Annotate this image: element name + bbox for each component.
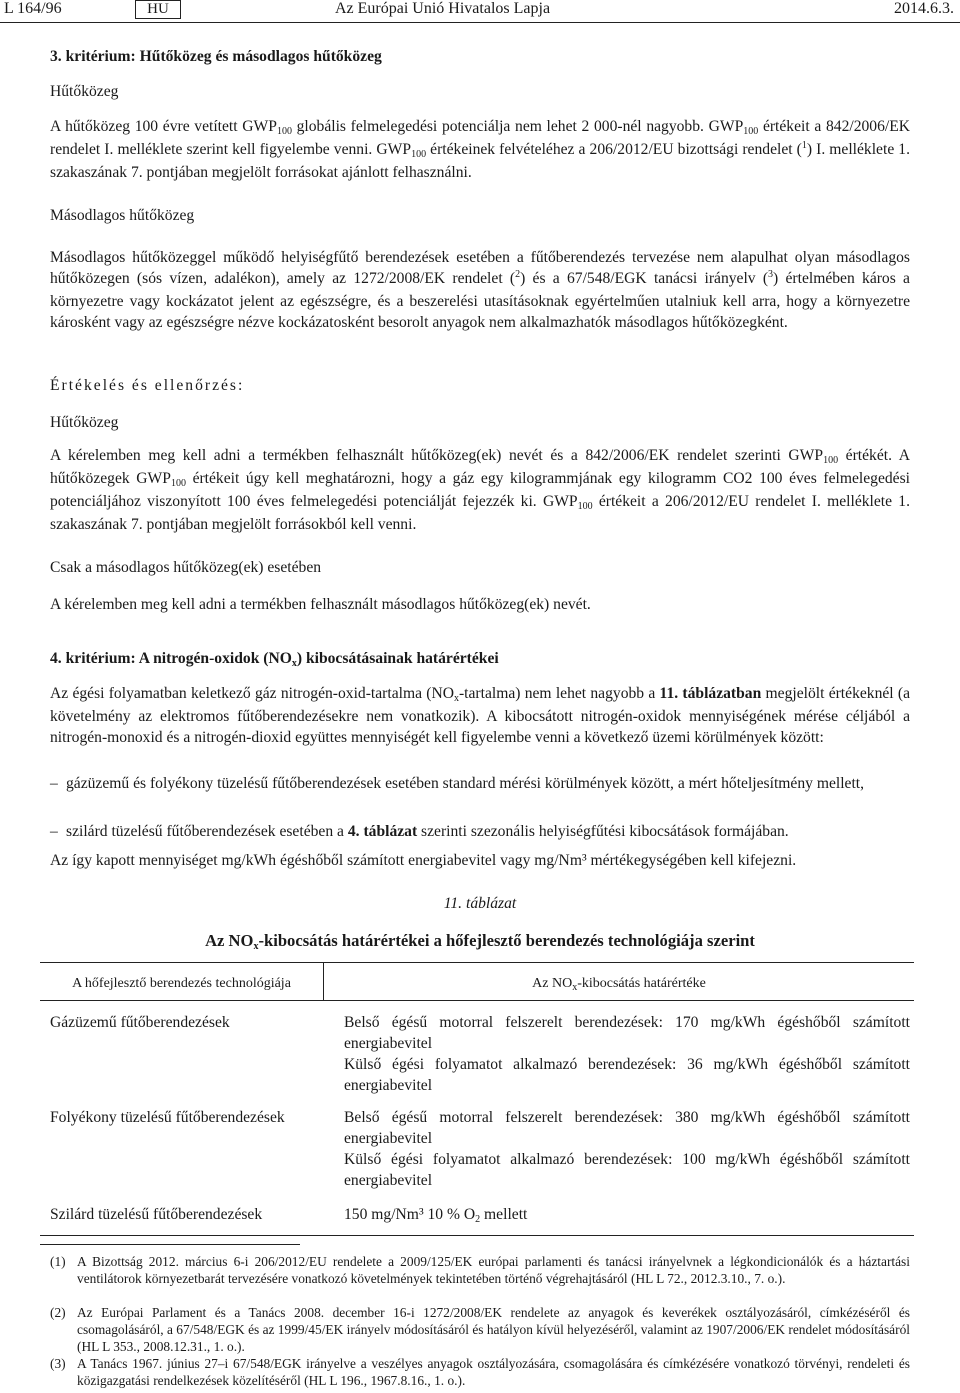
table-cell-tech-liquid: Folyékony tüzelésű fűtőberendezések — [50, 1109, 285, 1126]
table-cell-tech-solid: Szilárd tüzelésű fűtőberendezések — [50, 1206, 263, 1223]
table-bottom-rule — [40, 1235, 914, 1236]
footnote-text: Az Európai Parlament és a Tanács 2008. december 16-i 1272/2008/EK rendelete az anyagok és keverékek osztályozásáról, címkézéséről és csomagolásáról, a 67/548/EGK és az 1999/45/EK irányelv módosításáról és hatályon kívül helyezéséről, valamint az 1907/2006/EK rendelet módosításáról (HL L 353., 2008.12.31., 1. o.). — [77, 1305, 910, 1354]
criterion-4-title: 4. kritérium: A nitrogén-oxidok (NOx) kibocsátásainak határértékei — [50, 650, 499, 669]
subheading-refrigerant-assessment: Hűtőközeg — [50, 414, 119, 431]
table-cell-tech-gas: Gázüzemű fűtőberendezések — [50, 1014, 230, 1031]
page-header — [0, 0, 960, 22]
footnote-ref-2: 2 — [515, 269, 521, 280]
paragraph-units: Az így kapott mennyiséget mg/kWh égéshőből számított energiabevitel vagy mg/Nm³ mértékegységében kell kifejezni. — [50, 852, 797, 869]
footnote-ref-1: 1 — [801, 140, 807, 151]
journal-title: Az Európai Unió Hivatalos Lapja — [335, 0, 551, 17]
table-number: 11. táblázat — [443, 895, 517, 912]
paragraph-secondary-refrigerant: Másodlagos hűtőközeggel működő helyiségfűtő berendezések esetében a fűtőberendezés tervezése nem alapulhat olyan másodlagos hűtőközegen (sós vízen, adalékon), amely az 1272/2008/EK rendelet ($^2$) és a 67/548/EGK tanácsi irányelv ($^3$) értelmében káros a környezetre vagy kockázatot jelent az egészségre, és a beszerelési utasításoknak egyértelműen utalniuk kell arra, hogy a környezetre károsként vagy az egészségre nézve kockázatosként besorolt anyagok nem alkalmazhatók másodlagos hűtőközegként. — [50, 249, 910, 331]
table-header-limit: Az $NO_x$-kibocsátás határértéke — [532, 976, 706, 993]
footnote-2 — [50, 1304, 910, 1355]
footnote-number: (3) — [50, 1356, 66, 1371]
table-cell-limit-solid: 150 mg/Nm³ 10 % O2 mellett — [344, 1206, 528, 1225]
footnote-text: A Bizottság 2012. március 6-i 206/2012/EU rendelete a 2009/125/EK európai parlamenti és tanácsi irányelvnek a légkondicionálók és a háztartási ventilátorok környezetbarát tervezésére vonatkozó követelmények tekintetében történő végrehajtásáról (HL L 72., 2012.3.10., 7. o.). — [77, 1254, 910, 1286]
assessment-heading: Értékelés és ellenőrzés: — [50, 377, 245, 394]
list-dash-1: – — [50, 775, 58, 792]
table-title: Az NOx-kibocsátás határértékei a hőfejlesztő berendezés technológiája szerint — [205, 931, 755, 952]
page-reference: L 164/96 — [4, 0, 62, 17]
footnote-number: (1) — [50, 1254, 66, 1269]
table-cell-limit-liquid-1: Belső égésű motorral felszerelt berendezések: 380 mg/kWh égéshőből számított energiabevitel — [344, 1109, 910, 1147]
table-cell-limit-gas-1: Belső égésű motorral felszerelt berendezések: 170 mg/kWh égéshőből számított energiabevitel — [344, 1014, 910, 1052]
subheading-refrigerant: Hűtőközeg — [50, 83, 119, 100]
table-cell-limit-gas-2: Külső égési folyamatot alkalmazó berendezések: 36 mg/kWh égéshőből számított energiabevitel — [344, 1056, 910, 1094]
paragraph-refrigerant-assessment: A kérelemben meg kell adni a termékben felhasznált hűtőközeg(ek) nevét és a 842/2006/EK rendelet szerinti GWP100 értékét. A hűtőközegek GWP100 értékeit úgy kell meghatározni, hogy a gáz egy kilogrammjának egy kilogramm CO2 100 éves felmelegedési potenciáljához viszonyított 100 éves felmelegedési potenciálját fejezzék ki. GWP100 értékeit a 206/2012/EU rendelet I. melléklete 1. szakaszának 7. pontjában megjelölt forrásokból kell venni. — [50, 447, 910, 533]
footnote-1 — [50, 1253, 910, 1304]
subheading-only-secondary: Csak a másodlagos hűtőközeg(ek) esetében — [50, 559, 322, 576]
footnote-number: (2) — [50, 1305, 66, 1320]
footnote-ref-3: 3 — [768, 269, 774, 280]
criterion-3-title: 3. kritérium: Hűtőközeg és másodlagos hűtőközeg — [50, 48, 382, 65]
subheading-secondary-refrigerant: Másodlagos hűtőközeg — [50, 207, 195, 224]
list-item-solid: szilárd tüzelésű fűtőberendezések esetében a 4. táblázat szerinti szezonális helyiségfűtési kibocsátások formájában. — [66, 823, 789, 840]
language-badge: HU — [135, 0, 181, 19]
footnote-3 — [50, 1355, 910, 1389]
table-top-rule — [40, 962, 914, 963]
footnote-text: A Tanács 1967. június 27–i 67/548/EGK irányelve a veszélyes anyagok osztályozására, csomagolására és címkézésére vonatkozó törvényi, rendeleti és közigazgatási rendelkezések közelítéséről (HL L 196., 1967.8.16., 1. o.). — [77, 1356, 910, 1388]
list-item-gas-liquid: gázüzemű és folyékony tüzelésű fűtőberendezések esetében standard mérési körülmények között, a mért hőteljesítmény mellett, — [66, 775, 865, 792]
publication-date: 2014.6.3. — [894, 0, 954, 17]
table-cell-limit-liquid-2: Külső égési folyamatot alkalmazó berendezések: 100 mg/kWh égéshőből számított energiabevitel — [344, 1151, 910, 1189]
paragraph-nox-limits: Az égési folyamatban keletkező gáz nitrogén-oxid-tartalma (NOx-tartalma) nem lehet nagyobb a 11. táblázatban megjelölt értékeknél (a követelmény az elektromos fűtőberendezésekre nem vonatkozik). A kibocsátott nitrogén-oxidok mennyiségének mérése céljából a nitrogén-monoxid és a nitrogén-dioxid együttes mennyiségét kell figyelembe venni a következő üzemi körülmények között: — [50, 685, 911, 746]
header-divider — [0, 22, 960, 23]
table-header-technology: A hőfejlesztő berendezés technológiája — [72, 976, 291, 991]
list-dash-2: – — [50, 823, 58, 840]
table-header-rule — [40, 1000, 914, 1001]
footnote-rule — [40, 1244, 300, 1245]
paragraph-only-secondary: A kérelemben meg kell adni a termékben felhasznált másodlagos hűtőközeg(ek) nevét. — [50, 596, 591, 613]
paragraph-refrigerant: A hűtőközeg 100 évre vetített GWP100 globális felmelegedési potenciálja nem lehet 2 000-nél nagyobb. GWP100 értékeit a 842/2006/EK rendelet I. melléklete szerint kell figyelembe venni. GWP100 értékeinek felvételéhez a 206/2012/EU bizottsági rendelet ($^1$) I. melléklete 1. szakaszának 7. pontjában megjelölt forrásokat ajánlott felhasználni. — [50, 118, 911, 181]
